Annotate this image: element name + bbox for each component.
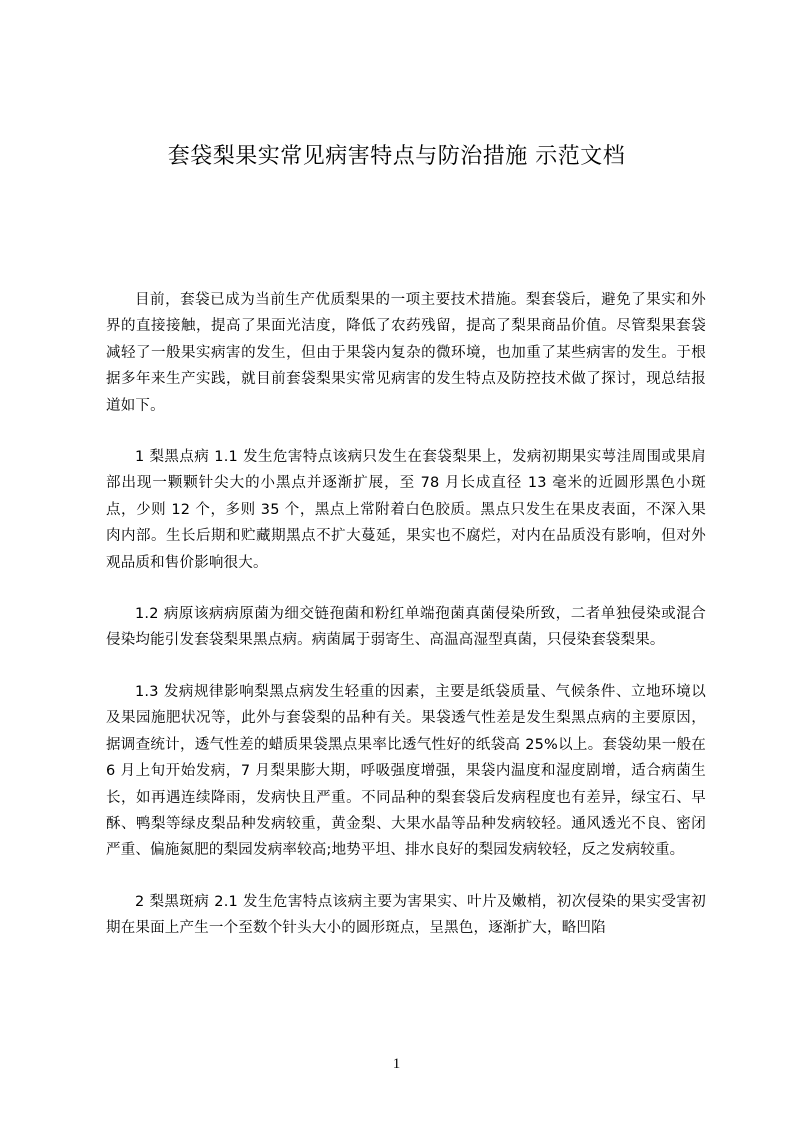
- document-title: 套袋梨果实常见病害特点与防治措施 示范文档: [167, 144, 626, 169]
- page-number: 1: [392, 1056, 401, 1072]
- pear-black-spot-paragraph: 1 梨黑点病 1.1 发生危害特点该病只发生在套袋梨果上，发病初期果实萼洼周围或果肩部出现一颗颗针尖大的小黑点并逐渐扩展，至 78 月长成直径 13 毫米的近圆形黑色小斑点，少则 12 个，多则 35 个，黑点上常附着白色胶质。黑点只发生在果皮表面，不深入果肉内部。生长后期和贮藏期黑点不扩大蔓延，果实也不腐烂，对内在品质没有影响，但对外观品质和售价影响很大。: [106, 449, 706, 571]
- disease-pattern-paragraph: 1.3 发病规律影响梨黑点病发生轻重的因素，主要是纸袋质量、气候条件、立地环境以及果园施肥状况等，此外与套袋梨的品种有关。果袋透气性差是发生梨黑点病的主要原因，据调查统计，透气性差的蜡质果袋黑点果率比透气性好的纸袋高 25%以上。套袋幼果一般在 6 月上旬开始发病，7 月梨果膨大期，呼吸强度增强，果袋内温度和湿度剧增，适合病菌生长，如再遇连续降雨，发病快且严重。不同品种的梨套袋后发病程度也有差异，绿宝石、早酥、鸭梨等绿皮梨品种发病较重，黄金梨、大果水晶等品种发病较轻。通风透光不良、密闭严重、偏施氮肥的梨园发病率较高;地势平坦、排水良好的梨园发病较轻，反之发病较重。: [106, 683, 706, 859]
- intro-paragraph: 目前，套袋已成为当前生产优质梨果的一项主要技术措施。梨套袋后，避免了果实和外界的直接接触，提高了果面光洁度，降低了农药残留，提高了梨果商品价值。尽管梨果套袋减轻了一般果实病害的发生，但由于果袋内复杂的微环境，也加重了某些病害的发生。于根据多年来生产实践，就目前套袋梨果实常见病害的发生特点及防控技术做了探讨，现总结报道如下。: [106, 292, 706, 414]
- black-patch-disease-paragraph: 2 梨黑斑病 2.1 发生危害特点该病主要为害果实、叶片及嫩梢，初次侵染的果实受害初期在果面上产生一个至数个针头大小的圆形斑点，呈黑色，逐渐扩大，略凹陷: [106, 893, 706, 937]
- document-body: [106, 287, 706, 967]
- pathogen-paragraph: 1.2 病原该病病原菌为细交链孢菌和粉红单端孢菌真菌侵染所致，二者单独侵染或混合侵染均能引发套袋梨果黑点病。病菌属于弱寄生、高温高湿型真菌，只侵染套袋梨果。: [106, 606, 706, 649]
